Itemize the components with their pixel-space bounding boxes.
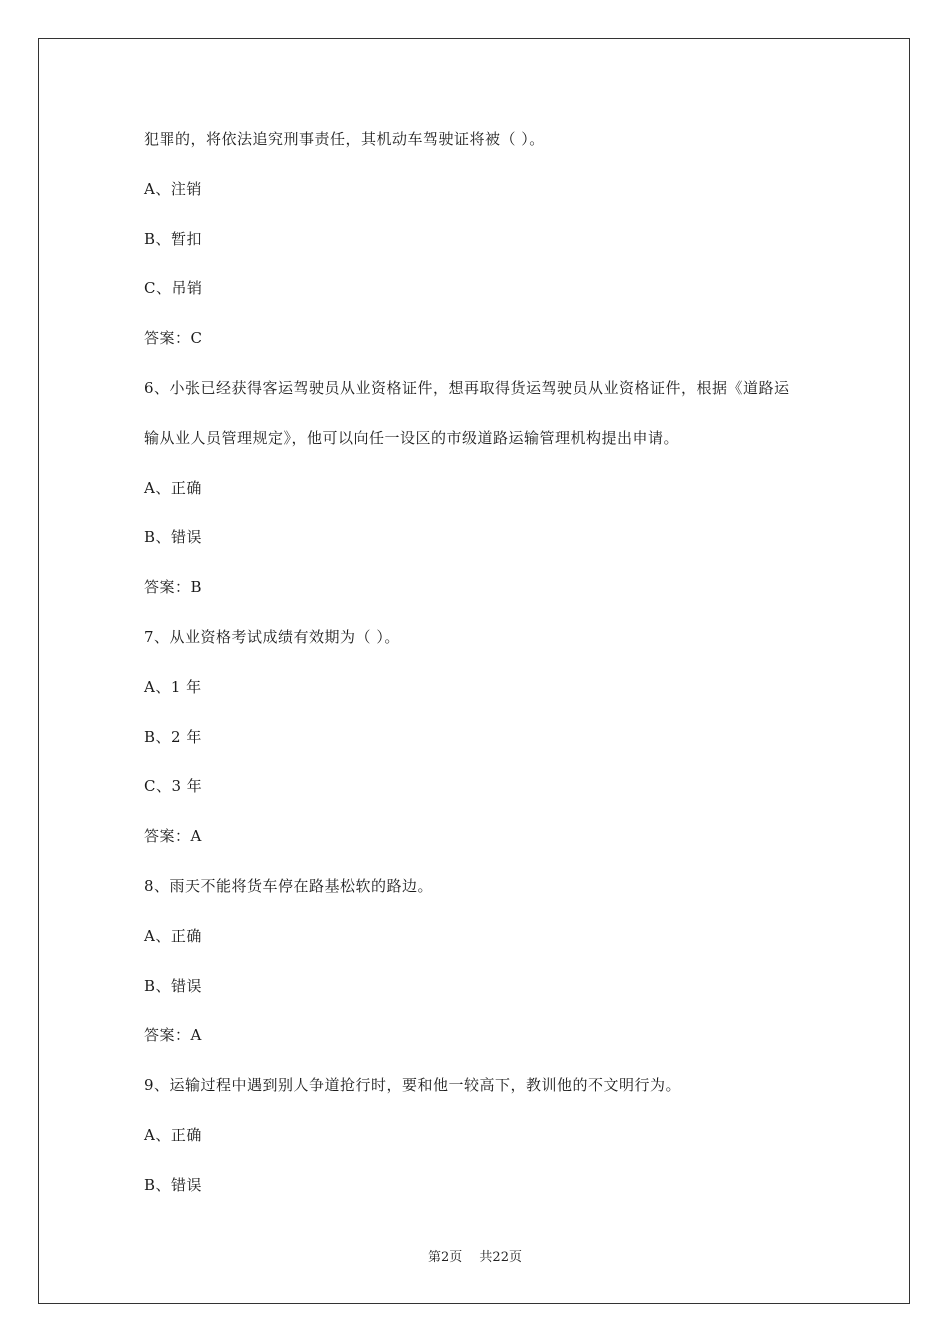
document-body: [144, 124, 824, 1220]
question-6-stem-continued: 输从业人员管理规定》，他可以向任一设区的市级道路运输管理机构提出申请。: [144, 428, 680, 447]
page-number-footer: 第2页 共22页: [428, 1250, 522, 1265]
option-b: B、2 年: [144, 727, 202, 746]
option-a: A、正确: [144, 478, 202, 497]
option-c: C、3 年: [144, 777, 203, 796]
option-b: B、错误: [144, 1175, 203, 1194]
option-b: B、暂扣: [144, 229, 203, 248]
question-8-stem: 8、雨天不能将货车停在路基松软的路边。: [144, 876, 434, 895]
answer-8: 答案：A: [144, 1026, 202, 1045]
option-a: A、正确: [144, 926, 202, 945]
answer-5: 答案：C: [144, 329, 203, 348]
question-7-stem: 7、从业资格考试成绩有效期为（ ）。: [144, 627, 400, 646]
question-9-stem: 9、运输过程中遇到别人争道抢行时，要和他一较高下，教训他的不文明行为。: [144, 1076, 682, 1095]
option-b: B、错误: [144, 976, 203, 995]
option-a: A、正确: [144, 1125, 202, 1144]
question-6-stem: 6、小张已经获得客运驾驶员从业资格证件，想再取得货运驾驶员从业资格证件，根据《道路运: [144, 378, 790, 397]
answer-7: 答案：A: [144, 827, 202, 846]
answer-6: 答案：B: [144, 578, 203, 597]
option-a: A、注销: [144, 179, 202, 198]
question-5-stem-continued: 犯罪的，将依法追究刑事责任，其机动车驾驶证将被（ ）。: [144, 130, 545, 148]
option-b: B、错误: [144, 528, 203, 547]
option-a: A、1 年: [144, 677, 202, 696]
option-c: C、吊销: [144, 279, 203, 298]
